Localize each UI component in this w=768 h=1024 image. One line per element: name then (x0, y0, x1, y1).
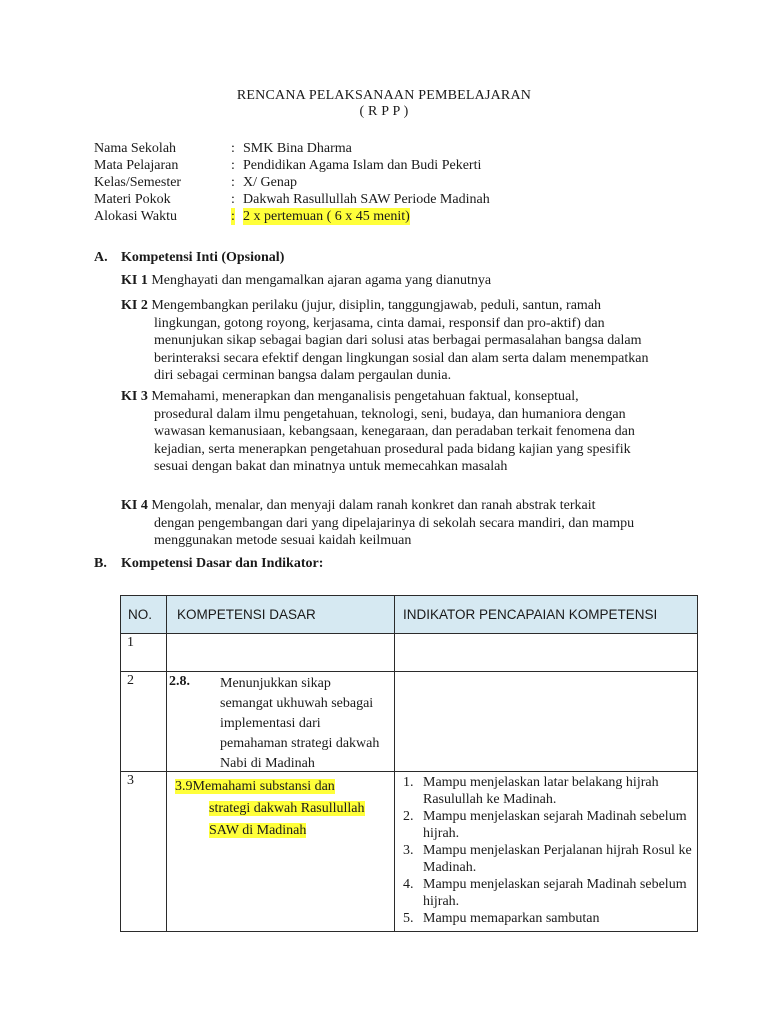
ki-text: Memahami, menerapkan dan menganalisis pengetahuan faktual, konseptual, (151, 389, 579, 404)
kd-number: 2.8. (169, 674, 190, 689)
info-colon: : (231, 175, 235, 190)
indicator-cell (395, 634, 698, 672)
ki-3 (121, 388, 661, 476)
info-value-highlighted: 2 x pertemuan ( 6 x 45 menit) (243, 209, 410, 224)
ki-text-continued: lingkungan, gotong royong, kerjasama, cinta damai, responsif dan pro-aktif) dan menunjukan sikap sebagai bagian dari solusi atas berbagai permasalahan bangsa dalam berinteraksi secara efektif dengan lingkungan sosial dan alam serta dalam menempatkan diri sebagai cerminan bangsa dalam pergaulan dunia. (154, 315, 649, 383)
row-number: 3 (121, 772, 167, 932)
info-label: Alokasi Waktu (94, 209, 177, 224)
info-label: Kelas/Semester (94, 175, 182, 190)
section-a-heading (94, 250, 284, 266)
column-header-kd: KOMPETENSI DASAR (167, 596, 395, 634)
info-label: Mata Pelajaran (94, 158, 179, 173)
list-item: 4. Mampu menjelaskan sejarah Madinah sebelum hijrah. (403, 877, 687, 909)
kd-cell (167, 672, 395, 772)
ki-label: KI 4 (121, 498, 148, 513)
section-title: Kompetensi Inti (Opsional) (121, 250, 285, 265)
identity-block (94, 140, 694, 225)
ki-text: Mengembangkan perilaku (jujur, disiplin, tanggungjawab, peduli, santun, ramah (151, 298, 602, 313)
ki-4 (121, 497, 661, 550)
info-value: SMK Bina Dharma (243, 141, 352, 156)
info-label: Nama Sekolah (94, 141, 177, 156)
info-colon: : (231, 209, 235, 224)
info-colon: : (231, 192, 235, 207)
kd-cell (167, 772, 395, 932)
column-header-indicator: INDIKATOR PENCAPAIAN KOMPETENSI (395, 596, 698, 634)
kd-text-highlighted: SAW di Madinah (209, 823, 307, 838)
table-header-row (121, 596, 698, 634)
kd-text-highlighted: strategi dakwah Rasullullah (209, 801, 365, 816)
competency-table (120, 595, 698, 932)
ki-text-continued: dengan pengembangan dari yang dipelajarinya di sekolah secara mandiri, dan mampu menggunakan metode sesuai kaidah keilmuan (154, 515, 635, 548)
indicator-list (395, 774, 697, 927)
indicator-cell (395, 772, 698, 932)
info-label: Materi Pokok (94, 192, 171, 207)
kd-text-highlighted: 3.9Memahami substansi dan (175, 779, 335, 794)
table-row (121, 672, 698, 772)
info-row-subject (94, 157, 694, 174)
section-letter: B. (94, 556, 107, 571)
section-letter: A. (94, 250, 108, 265)
ki-text: Mengolah, menalar, dan menyaji dalam ranah konkret dan ranah abstrak terkait (151, 498, 596, 513)
section-title: Kompetensi Dasar dan Indikator: (121, 556, 324, 571)
list-item: 3. Mampu menjelaskan Perjalanan hijrah Rosul ke Madinah. (403, 843, 692, 875)
info-row-class (94, 174, 694, 191)
info-colon: : (231, 158, 235, 173)
document-subtitle: ( R P P ) (359, 104, 409, 119)
list-item: 5. Mampu memaparkan sambutan (403, 911, 600, 926)
info-value: Pendidikan Agama Islam dan Budi Pekerti (243, 158, 482, 173)
info-value: X/ Genap (243, 175, 298, 190)
info-row-school (94, 140, 694, 157)
ki-label: KI 2 (121, 298, 148, 313)
info-row-time (94, 208, 694, 225)
ki-2 (121, 297, 661, 385)
row-number: 2 (121, 672, 167, 772)
ki-1 (121, 272, 661, 290)
document-title: RENCANA PELAKSANAAN PEMBELAJARAN (236, 88, 532, 103)
ki-label: KI 1 (121, 273, 148, 288)
info-value: Dakwah Rasullullah SAW Periode Madinah (243, 192, 490, 207)
table-row (121, 772, 698, 932)
column-header-no: NO. (121, 596, 167, 634)
row-number: 1 (121, 634, 167, 672)
info-colon: : (231, 141, 235, 156)
ki-text: Menghayati dan mengamalkan ajaran agama yang dianutnya (151, 273, 492, 288)
list-item: 1. Mampu menjelaskan latar belakang hijrah Rasulullah ke Madinah. (403, 775, 659, 807)
table-row (121, 634, 698, 672)
list-item: 2. Mampu menjelaskan sejarah Madinah sebelum hijrah. (403, 809, 687, 841)
ki-label: KI 3 (121, 389, 148, 404)
indicator-cell (395, 672, 698, 772)
section-b-heading (94, 556, 323, 572)
ki-text-continued: prosedural dalam ilmu pengetahuan, teknologi, seni, budaya, dan humaniora dengan wawasan kemanusiaan, kebangsaan, kenegaraan, dan peradaban terkait fenomena dan kejadian, serta menerapkan pengetahuan prosedural pada bidang kajian yang spesifik sesuai dengan bakat dan minatnya untuk memecahkan masalah (154, 406, 635, 474)
kd-text: Menunjukkan sikap semangat ukhuwah sebagai implementasi dari pemahaman strategi dakwah Nabi di Madinah (220, 676, 380, 771)
kd-cell (167, 634, 395, 672)
info-row-topic (94, 191, 694, 208)
